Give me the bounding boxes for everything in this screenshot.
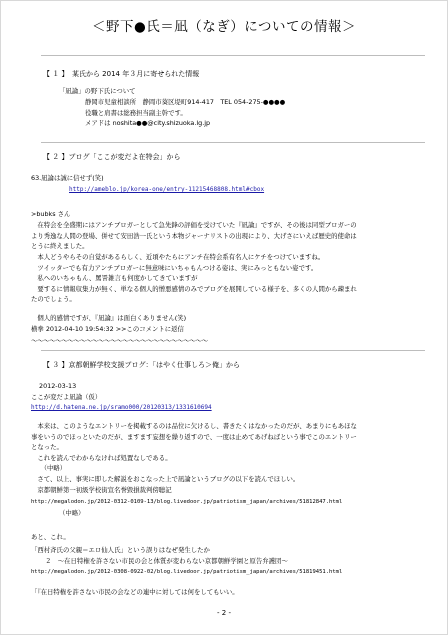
text-line: 在特会を全盛期にはアンチブロガーとして急先鋒の評価を受けていた『凪論』ですが、その後は同型ブロガーの	[31, 221, 357, 229]
text-line: とうに終えました。	[31, 242, 89, 251]
section3-entry-title: ここが変だよ凪論（仮）	[31, 393, 102, 401]
divider-section3	[41, 350, 425, 351]
section1-intro: 「凪論」の野下氏について	[59, 87, 136, 95]
page-number: - 2 -	[217, 609, 231, 617]
section3-heading: 【 ３ 】京都朝鮮学校支援ブログ：「はやく仕事しろ＞俺」から	[43, 361, 240, 369]
text-line: 本人どうやらその自覚があるらしく、近頃やたらにアンチ在特会系有名人にケチをつけていますね。	[31, 253, 325, 261]
text-line: （中略）	[31, 464, 67, 473]
section3-url1: http://megalodon.jp/2012-0312-0109-13/blog.livedoor.jp/patriotism_japan/archives/51812847.html	[31, 499, 343, 505]
section2-signature: 横拳 2012-04-10 19:54:32 >>このコメントに返信	[31, 325, 184, 333]
text-line: さて、以上、事実に即した解説をおこなった上で凪論というブログの以下を読んでほしい。	[31, 474, 300, 483]
section2-paragraph2	[31, 252, 357, 305]
divider-section2	[41, 142, 425, 143]
text-line: 京都朝鮮第一初級学校街宣名誉毀損裁判傍聴記	[31, 485, 172, 494]
text-line: 要するに情報収集力が無く、単なる個人的憎悪感情のみでブログを展開している様子を、多くの人間から疎まれ	[31, 284, 357, 293]
section1-line: 役職と肩書は総務担当副主幹です。	[85, 108, 187, 117]
divider-top	[41, 55, 425, 56]
section3-quote1: 「西村斉氏の父親＝エロ仙人氏」という誤りはなぜ発生したか	[31, 546, 210, 554]
section1-line: メアドは noshita●●@city.shizuoka.lg.jp	[85, 119, 211, 128]
section2-reply-to: >bubks さん	[31, 210, 71, 218]
section2-post-title: 63.凪論は誠に信せず(笑)	[31, 174, 104, 182]
section3-last: 「『在日特権を許さない市民の会などの連中に対しては何をしてもいい。	[31, 588, 239, 596]
section1-lines	[85, 97, 285, 129]
section2-post-link[interactable]: http://ameblo.jp/korea-one/entry-11215468808.html#cbox	[69, 186, 265, 193]
section3-entry-link[interactable]: http://d.hatena.ne.jp/sramo000/20120313/1331610694	[31, 404, 212, 411]
section2-heading: 【 ２ 】ブログ「ここが変だよ在特会」から	[43, 153, 181, 161]
section2-closing: 個人的感情ですが、『凪論』は面白くありません(笑)	[31, 314, 187, 322]
text-line: ツイッターでも有力アンチブロガーに無意味にいちゃもんつける姿は、実にみっともない姿です。	[31, 263, 318, 272]
text-line: 事をいうのでほっといたのだが、ますます妄想を繰り返すので、一度は止めてあげねばという事でこのエントリー	[31, 432, 357, 441]
text-line: これを読んでわからなければ処置なしである。	[31, 453, 172, 462]
section3-num2: ２ ～在日特権を許さない市民の会と体質が変わらない京都朝鮮学園と原告弁護団～	[45, 557, 288, 565]
section2-paragraph1	[31, 220, 357, 252]
wavy-separator: ～～～～～～～～～～～～～～～～～～～～～～～～～～～～～	[31, 337, 208, 345]
section3-body	[31, 421, 357, 495]
section3-url2: http://megalodon.jp/2012-0308-0922-02/blog.livedoor.jp/patriotism_japan/archives/51819451.html	[31, 569, 343, 575]
section3-omitted: （中略）	[59, 509, 85, 517]
section1-line: 静岡市児童相談所 静岡市葵区堤町914-417 TEL 054-275-●●●●	[85, 98, 286, 106]
text-line: 私へのいちゃもん、罵詈雑言も何度かしてきていますが	[31, 274, 198, 283]
text-line: 本来は、このようなエントリーを掲載するのは品位に欠けるし、書きたくはなかったのだが、あまりにもあほな	[31, 422, 357, 430]
page-title: ＜野下●氏＝凪（なぎ）についての情報＞	[91, 19, 356, 35]
section1-heading: 【 １ 】 某氏から 2014 年３月に寄せられた情報	[43, 70, 200, 78]
section3-date: 2012-03-13	[39, 382, 77, 390]
text-line: たのでしょう。	[31, 295, 76, 304]
section3-andmore: あと、これ。	[31, 533, 70, 541]
text-line: となった。	[31, 443, 63, 452]
text-line: より秀逸な人間の登場、併せて安田浩一氏という本物ジャーナリストの出現により、大げさにいえば歴史的使命は	[31, 231, 357, 240]
